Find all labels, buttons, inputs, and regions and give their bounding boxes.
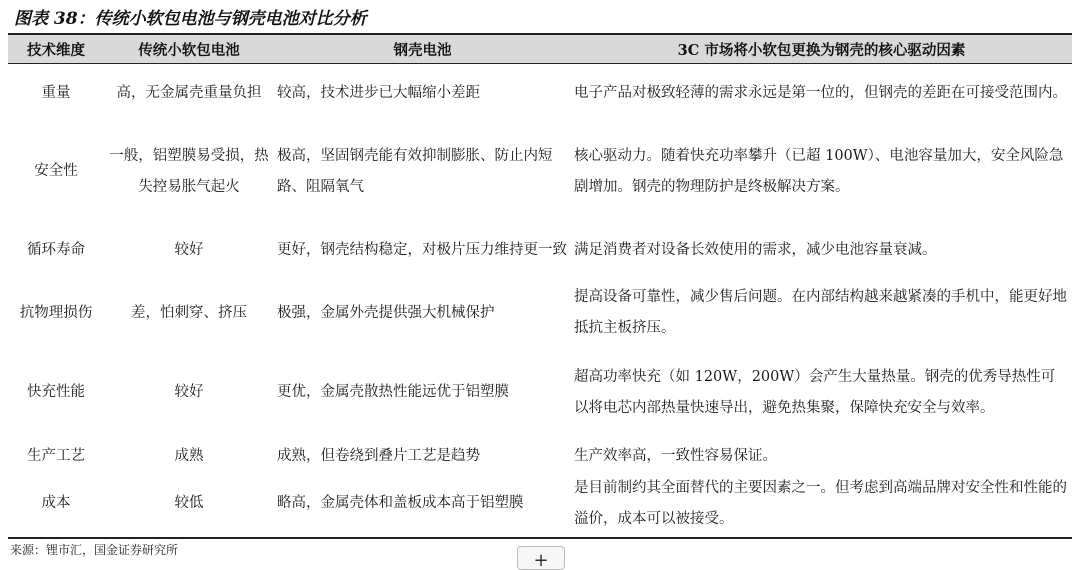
cell-driving-factors: 是目前制约其全面替代的主要因素之一。但考虑到高端品牌对安全性和性能的溢价，成本可以被接受。 (574, 479, 1067, 527)
cell-dimension: 快充性能 (27, 384, 85, 400)
cell-driving-factors: 超高功率快充（如 120W，200W）会产生大量热量。钢壳的优秀导热性可以将电芯内部热量快速导出，避免热集聚，保障快充安全与效率。 (574, 368, 1056, 416)
table-row (8, 440, 1072, 472)
cell-driving-factors: 提高设备可靠性，减少售后问题。在内部结构越来越紧凑的手机中，能更好地抵抗主板挤压。 (574, 289, 1067, 336)
header-steel-battery: 钢壳电池 (274, 35, 571, 63)
table-row (8, 281, 1072, 345)
table-row (8, 219, 1072, 281)
table-header-rule (8, 63, 1072, 64)
figure-title: 图表 38：传统小软包电池与钢壳电池对比分析 (14, 9, 367, 29)
cell-pouch-battery: 较低 (174, 495, 204, 511)
cell-steel-battery: 更优，金属壳散热性能远优于铝塑膜 (277, 384, 509, 400)
cell-steel-battery: 较高，技术进步已大幅缩小差距 (277, 85, 480, 101)
header-pouch-battery: 传统小软包电池 (104, 35, 274, 63)
expand-button[interactable]: + (517, 546, 565, 570)
cell-pouch-battery: 一般，铝塑膜易受损，热失控易胀气起火 (109, 147, 269, 195)
cell-driving-factors: 生产效率高，一致性容易保证。 (574, 447, 777, 464)
cell-pouch-battery: 较好 (174, 384, 204, 400)
cell-dimension: 生产工艺 (27, 447, 85, 464)
cell-pouch-battery: 成熟 (174, 447, 204, 464)
cell-dimension: 抗物理损伤 (19, 304, 93, 321)
table-row (8, 345, 1072, 440)
cell-driving-factors: 核心驱动力。随着快充功率攀升（已超 100W）、电池容量加大，安全风险急剧增加。钢壳的物理防护是终极解决方案。 (574, 147, 1064, 195)
cell-pouch-battery: 差，怕刺穿、挤压 (131, 304, 247, 321)
cell-steel-battery: 更好，钢壳结构稳定，对极片压力维持更一致 (277, 241, 567, 258)
figure-source: 来源：锂市汇，国金证券研究所 (10, 543, 179, 557)
table-header-row (8, 35, 1072, 63)
cell-pouch-battery: 高，无金属壳重量负担 (116, 85, 262, 101)
comparison-table (8, 35, 1072, 535)
cell-driving-factors: 电子产品对极致轻薄的需求永远是第一位的，但钢壳的差距在可接受范围内。 (574, 85, 1067, 101)
cell-dimension: 成本 (41, 495, 71, 511)
table-bottom-rule (8, 537, 1072, 539)
cell-steel-battery: 略高，金属壳体和盖板成本高于铝塑膜 (277, 495, 524, 511)
table-row (8, 472, 1072, 535)
table-row (8, 124, 1072, 219)
cell-steel-battery: 极高，坚固钢壳能有效抑制膨胀、防止内短路、阻隔氧气 (277, 147, 553, 195)
cell-driving-factors: 满足消费者对设备长效使用的需求，减少电池容量衰减。 (574, 241, 937, 258)
cell-dimension: 安全性 (34, 163, 78, 179)
cell-pouch-battery: 较好 (174, 241, 204, 258)
cell-steel-battery: 极强，金属外壳提供强大机械保护 (277, 304, 495, 321)
cell-steel-battery: 成熟，但卷绕到叠片工艺是趋势 (277, 447, 480, 464)
header-driving-factors: 3C 市场将小软包更换为钢壳的核心驱动因素 (571, 35, 1072, 63)
table-row (8, 63, 1072, 124)
cell-dimension: 循环寿命 (27, 241, 85, 258)
header-dimension: 技术维度 (8, 35, 104, 63)
cell-dimension: 重量 (41, 85, 71, 101)
